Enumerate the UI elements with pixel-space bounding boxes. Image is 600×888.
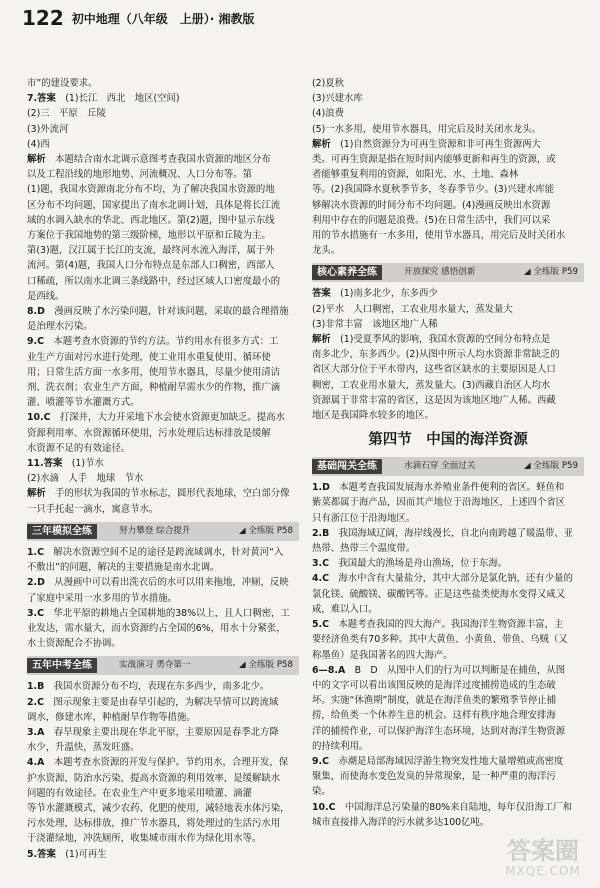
answer-label: 7.答案 bbox=[27, 93, 56, 105]
text-line bbox=[27, 456, 299, 471]
section-band bbox=[27, 656, 299, 675]
text-line bbox=[312, 800, 584, 815]
section-band bbox=[312, 263, 584, 282]
band-tag: 基础闯关全练 bbox=[312, 459, 382, 474]
section-band bbox=[312, 457, 584, 476]
text-line bbox=[27, 679, 299, 694]
text-line: 热带、热带三个温度带。 bbox=[312, 543, 416, 555]
text-line bbox=[312, 571, 584, 586]
answer-label: 1.B bbox=[27, 681, 45, 693]
text-line bbox=[27, 410, 299, 425]
text-line: (2)水滴 人手 地球 节水 bbox=[27, 473, 144, 485]
text-line: 捞，给鱼类一个休养生息的机会。这样有秩序地合理安排海 bbox=[312, 710, 556, 722]
answer-text: (1)受夏季风的影响，我国水资源的空间分布特点是 bbox=[330, 334, 551, 346]
text-line: 稠密，工农业用水量大，蒸发量大。(3)西藏自治区人均水 bbox=[312, 379, 551, 391]
text-line: 等。(2)我国降水夏秋季节多，冬春季节少。(3)兴建水库能 bbox=[312, 184, 555, 196]
text-line: 只有浙江位于沿海地区。 bbox=[312, 512, 416, 524]
text-line bbox=[312, 663, 584, 678]
answer-label: 答案 bbox=[312, 288, 331, 300]
band-ref: ◢ 全练版 P58 bbox=[239, 660, 293, 671]
text-line: (2)三 平原 丘陵 bbox=[27, 108, 106, 120]
answer-text: 本题考查水资源的节约方法。节约用水有很多方式：工 bbox=[43, 336, 279, 348]
band-sub: 水滴石穿 全面过关 bbox=[404, 461, 476, 472]
text-line bbox=[312, 556, 584, 571]
text-line bbox=[27, 304, 299, 319]
text-line: 地区是我国降水较多的地区。 bbox=[312, 410, 434, 422]
answer-label: 1.C bbox=[27, 546, 44, 558]
text-line: (2)平水 人口稠密，工农业用水量大，蒸发量大 bbox=[312, 303, 513, 315]
text-line bbox=[27, 575, 299, 590]
text-line bbox=[312, 617, 584, 632]
answer-text: 我国最大的渔场是舟山渔场，位于东海。 bbox=[328, 558, 508, 570]
answer-label: 9.C bbox=[312, 755, 329, 767]
text-line: (2)夏秋 bbox=[312, 78, 345, 89]
answer-text: 本题考查水资源的开发与保护。节约用水，合理开发，保 bbox=[44, 757, 289, 769]
section-title: 第四节 中国的海洋资源 bbox=[368, 432, 528, 449]
band-ref: ◢ 全练版 P59 bbox=[524, 267, 578, 278]
text-line: 市”的建设要求。 bbox=[27, 78, 98, 89]
text-line: 利用中存在的问题是浪费。(5)在日常生活中，我们可以采 bbox=[312, 214, 551, 226]
text-line: 者能够重复利用的资源，如阳光、水、土地、森林 bbox=[312, 169, 519, 181]
answer-text: 本题结合南水北调示意图考查我国水资源的地区分布 bbox=[45, 154, 271, 166]
text-line: 灌、喷灌等节水灌溉方式。 bbox=[27, 397, 140, 409]
text-line: 调水，修建水库，种植耐旱作物等措施。 bbox=[27, 711, 196, 723]
band-ref: ◢ 全练版 P59 bbox=[524, 461, 578, 472]
answer-text: 漫画反映了水污染问题，针对该问题，采取的最合理措施 bbox=[44, 306, 289, 318]
answer-label: 8.D bbox=[27, 306, 45, 318]
answer-text: (1)自然资源分为可再生资源和非可再生资源两大 bbox=[330, 138, 541, 150]
text-line bbox=[27, 152, 299, 167]
section-band bbox=[27, 522, 299, 541]
text-line bbox=[312, 332, 584, 347]
answer-label: 3.A bbox=[27, 726, 45, 738]
answer-text: (1)长江 西北 地区(空间) bbox=[55, 93, 180, 105]
text-line bbox=[312, 526, 584, 541]
text-line: 流河。第(4)题，我国人口分布特点是东部人口稠密，西部人 bbox=[27, 260, 275, 272]
text-line bbox=[312, 137, 584, 152]
answer-text: (1)节水 bbox=[62, 458, 104, 470]
answer-label: 6—8.A bbox=[312, 664, 346, 676]
text-line: 要经济鱼类有70多种。其中大黄鱼、小黄鱼、带鱼、乌贼（又 bbox=[312, 634, 568, 646]
text-line: 紫菜都属于海产品，因而其产地位于沿海地区，上述四个省区 bbox=[312, 497, 566, 509]
text-line: 用；日常生活方面一水多用，使用节水器具，尽量少使用清洁 bbox=[27, 366, 281, 378]
band-sub: 实战演习 勇夺第一 bbox=[119, 660, 191, 671]
text-line: 城市直接排入海洋的污水就多达100亿吨。 bbox=[312, 816, 490, 828]
text-line bbox=[312, 286, 584, 301]
text-line bbox=[27, 695, 299, 710]
text-line: 污水处理，达标排放，推广节水器具，将处理过的生活污水用 bbox=[27, 818, 281, 830]
text-line: (3)兴建水库 bbox=[312, 93, 363, 105]
answer-text: 华北平原的耕地占全国耕地的38%以上，且人口稠密，工 bbox=[43, 607, 290, 619]
answer-label: 5.答案 bbox=[27, 848, 56, 860]
answer-text: 打深井，大力开采地下水会使水资源更加缺乏。提高水 bbox=[50, 412, 285, 424]
text-line: 龙头。 bbox=[312, 245, 341, 257]
answer-text: (1)可再生 bbox=[55, 848, 107, 860]
book-title: 初中地理（八年级 上册）· 湘教版 bbox=[71, 11, 255, 26]
answer-text: 赤潮是局部海域因浮游生物突发性地大量增殖或高密度 bbox=[328, 755, 564, 767]
answer-label: 解析 bbox=[27, 154, 46, 166]
answer-label: 10.C bbox=[27, 412, 51, 424]
text-line: 够解决水资源的时间分布不均问题。(4)漫画反映出水资源 bbox=[312, 199, 551, 211]
answer-label: 解析 bbox=[27, 488, 46, 500]
answer-text: 春旱现象主要出现在华北平原，主要原因是春季北方降 bbox=[44, 726, 279, 738]
answer-text: B D 从图中人们的行为可以判断是在捕鱼，从图 bbox=[345, 664, 566, 676]
text-line: 水资源不足的有效途径。 bbox=[27, 442, 131, 454]
answer-text: 我国海域辽阔，海岸线漫长，自北向南跨越了暖温带、亚 bbox=[329, 527, 573, 539]
band-tag: 核心素养全练 bbox=[312, 265, 382, 280]
text-line bbox=[27, 725, 299, 740]
text-line: 了家庭中采用一水多用的节水措施。 bbox=[27, 592, 178, 604]
text-line: 坏。实施“休渔期”制度，就是在海洋鱼类的繁殖季节停止捕 bbox=[312, 695, 557, 707]
text-line bbox=[312, 754, 584, 769]
text-line bbox=[27, 847, 299, 862]
text-line: 省区大部分位于平水带内，这些省区缺水的主要原因是人口 bbox=[312, 364, 556, 376]
answer-label: 10.C bbox=[312, 801, 336, 813]
band-sub: 开放探究 感悟创新 bbox=[404, 267, 476, 278]
text-line bbox=[27, 606, 299, 621]
text-line: 聚集，而使海水变色发臭的异常现象，是一种严重的海洋污 bbox=[312, 771, 556, 783]
text-line: (3)外流河 bbox=[27, 123, 69, 135]
answer-label: 2.D bbox=[27, 577, 45, 589]
text-line: (5)一水多用，使用节水器具，用完后及时关闭水龙头。 bbox=[312, 123, 541, 135]
answer-text: 中国海洋总污染量的80%来自陆地，每年仅沿海工厂和 bbox=[335, 801, 572, 813]
answer-text: 海水中含有大量盐分，其中大部分是氯化钠，还有少量的 bbox=[328, 573, 573, 585]
answer-label: 5.C bbox=[312, 619, 329, 631]
answer-text: 本题考查我国的四大海产。我国海洋生物资源丰富，主 bbox=[328, 619, 564, 631]
text-line: 是治理水污染。 bbox=[27, 321, 93, 333]
text-line: 资源属于非常丰富的省区，这是因为该地区地广人稀。西藏 bbox=[312, 394, 556, 406]
band-ref: ◢ 全练版 P58 bbox=[239, 525, 293, 536]
text-line: 水少，升温快，蒸发旺盛。 bbox=[27, 742, 140, 754]
text-line: 中的文字可以看出该图反映的是海洋过度捕捞造成的生态破 bbox=[312, 679, 556, 691]
text-line: 等节水灌溉模式，减少农药、化肥的使用，减轻地表水体污染， bbox=[27, 802, 290, 814]
answer-label: 1.D bbox=[312, 482, 330, 494]
text-line: 是西线。 bbox=[27, 290, 65, 302]
text-line bbox=[27, 486, 299, 501]
text-line: 的持续利用。 bbox=[312, 740, 369, 752]
watermark-text: 答案圈 bbox=[507, 837, 579, 865]
text-line: 水土资源配合不协调。 bbox=[27, 638, 121, 650]
right-column bbox=[312, 76, 584, 830]
answer-label: 3.C bbox=[27, 607, 44, 619]
page-header bbox=[22, 6, 255, 30]
text-line: 用的节水措施有一水多用，使用节水器具，用完后及时关闭水 bbox=[312, 230, 566, 242]
text-line: (1)题，我国水资源南北分布不均，为了解决我国水资源的地 bbox=[27, 184, 275, 196]
band-tag: 三年模拟全练 bbox=[27, 524, 97, 539]
text-line bbox=[27, 755, 299, 770]
text-line: 第(3)题，汉江属于长江的支流，最终河水流入海洋，属于外 bbox=[27, 245, 275, 257]
text-line: 洋的捕捞作业，可以保护海洋生态环境，达到对海洋生物资源 bbox=[312, 725, 566, 737]
text-line: 称墨鱼）是我国著名的四大海产。 bbox=[312, 649, 453, 661]
text-line: 于浇灌绿地，冲洗厕所，收集城市雨水作为绿化用水等。 bbox=[27, 833, 262, 845]
answer-label: 2.C bbox=[27, 696, 44, 708]
answer-text: 我国水资源分布不均，表现在东多西少，南多北少。 bbox=[44, 681, 270, 693]
text-line: 咸，难以入口。 bbox=[312, 603, 378, 615]
text-line: (4)西 bbox=[27, 138, 50, 150]
text-line: 区分布不均问题，国家提出了南水北调计划，具体是将长江流 bbox=[27, 199, 281, 211]
text-line: 以及工程沿线的地形地势、河流概况、人口分布等。第 bbox=[27, 169, 253, 181]
answer-label: 4.A bbox=[27, 757, 45, 769]
answer-text: 本题考查我国发展海水养殖业条件便利的省区。蛏鱼和 bbox=[329, 482, 565, 494]
text-line bbox=[27, 334, 299, 349]
text-line bbox=[27, 91, 299, 106]
text-line: (4)浪费 bbox=[312, 108, 345, 120]
text-line: 口稀疏，所以南水北调三条线路中，经过区域人口密度最小的 bbox=[27, 275, 281, 287]
answer-text: 手的形状为我国的节水标志，圆形代表地球，空白部分像 bbox=[45, 488, 290, 500]
answer-label: 3.C bbox=[312, 558, 329, 570]
answer-label: 4.C bbox=[312, 573, 329, 585]
answer-text: 图示现象主要是由春旱引起的，为解决旱情可以跨流域 bbox=[43, 696, 279, 708]
band-tag: 五年中考全练 bbox=[27, 658, 97, 673]
answer-label: 9.C bbox=[27, 336, 44, 348]
text-line: 类。可再生资源是指在短时间内能够更新和再生的资源，或 bbox=[312, 154, 556, 166]
answer-label: 解析 bbox=[312, 138, 331, 150]
text-line: 不敷出”的问题，解决的主要措施是南水北调。 bbox=[27, 562, 220, 574]
text-line: 方案位于我国地势的第三级阶梯，地形以平原和丘陵为主。 bbox=[27, 230, 271, 242]
page-number: 122 bbox=[22, 6, 64, 30]
text-line: (3)非常丰富 该地区地广人稀 bbox=[312, 318, 438, 330]
text-line: 一只手托起一滴水，寓意节水。 bbox=[27, 503, 159, 515]
text-line bbox=[27, 545, 299, 560]
answer-text: (1)南多北少，东多西少 bbox=[330, 288, 438, 300]
text-line: 问题的有效途径。在农业生产中更多地采用喷灌、滴灌 bbox=[27, 787, 253, 799]
text-line: 业生产方面对污水进行处理，使工业用水重复使用、循环使 bbox=[27, 351, 271, 363]
text-line: 氯化镁、硫酸镁、碳酸钙等。正是这些盐类使海水变得又咸又 bbox=[312, 588, 566, 600]
answer-label: 11.答案 bbox=[27, 458, 63, 470]
text-line: 资源利用率、水资源循环使用，污水处理后达标排放是缓解 bbox=[27, 427, 271, 439]
text-line: 南多北少，东多西少。(2)从图中所示人均水资源非常缺乏的 bbox=[312, 349, 560, 361]
answer-text: 解决水资源空间不足的途径是跨流域调水，针对黄河“入 bbox=[43, 546, 284, 558]
text-line bbox=[312, 480, 584, 495]
answer-label: 解析 bbox=[312, 334, 331, 346]
text-line: 业发达，需水量大，而水资源约占全国的6%，用水十分紧张， bbox=[27, 622, 286, 634]
watermark-url: MXQE.COM bbox=[505, 864, 581, 878]
answer-label: 2.B bbox=[312, 527, 330, 539]
text-line: 染。 bbox=[312, 786, 331, 798]
left-column bbox=[27, 76, 299, 862]
text-line: 护水资源，防治水污染，提高水资源的利用效率，是缓解缺水 bbox=[27, 772, 281, 784]
text-line: 域的水调入缺水的华北、西北地区。第(2)题，图中显示东线 bbox=[27, 214, 275, 226]
watermark-logo bbox=[492, 838, 594, 884]
answer-text: 从漫画中可以看出洗衣后的水可以用来拖地，冲厕，反映 bbox=[44, 577, 289, 589]
band-sub: 努力攀登 综合提升 bbox=[119, 525, 191, 536]
text-line: 剂、洗衣剂；农业生产方面，种植耐旱需水少的作物，推广滴 bbox=[27, 382, 281, 394]
